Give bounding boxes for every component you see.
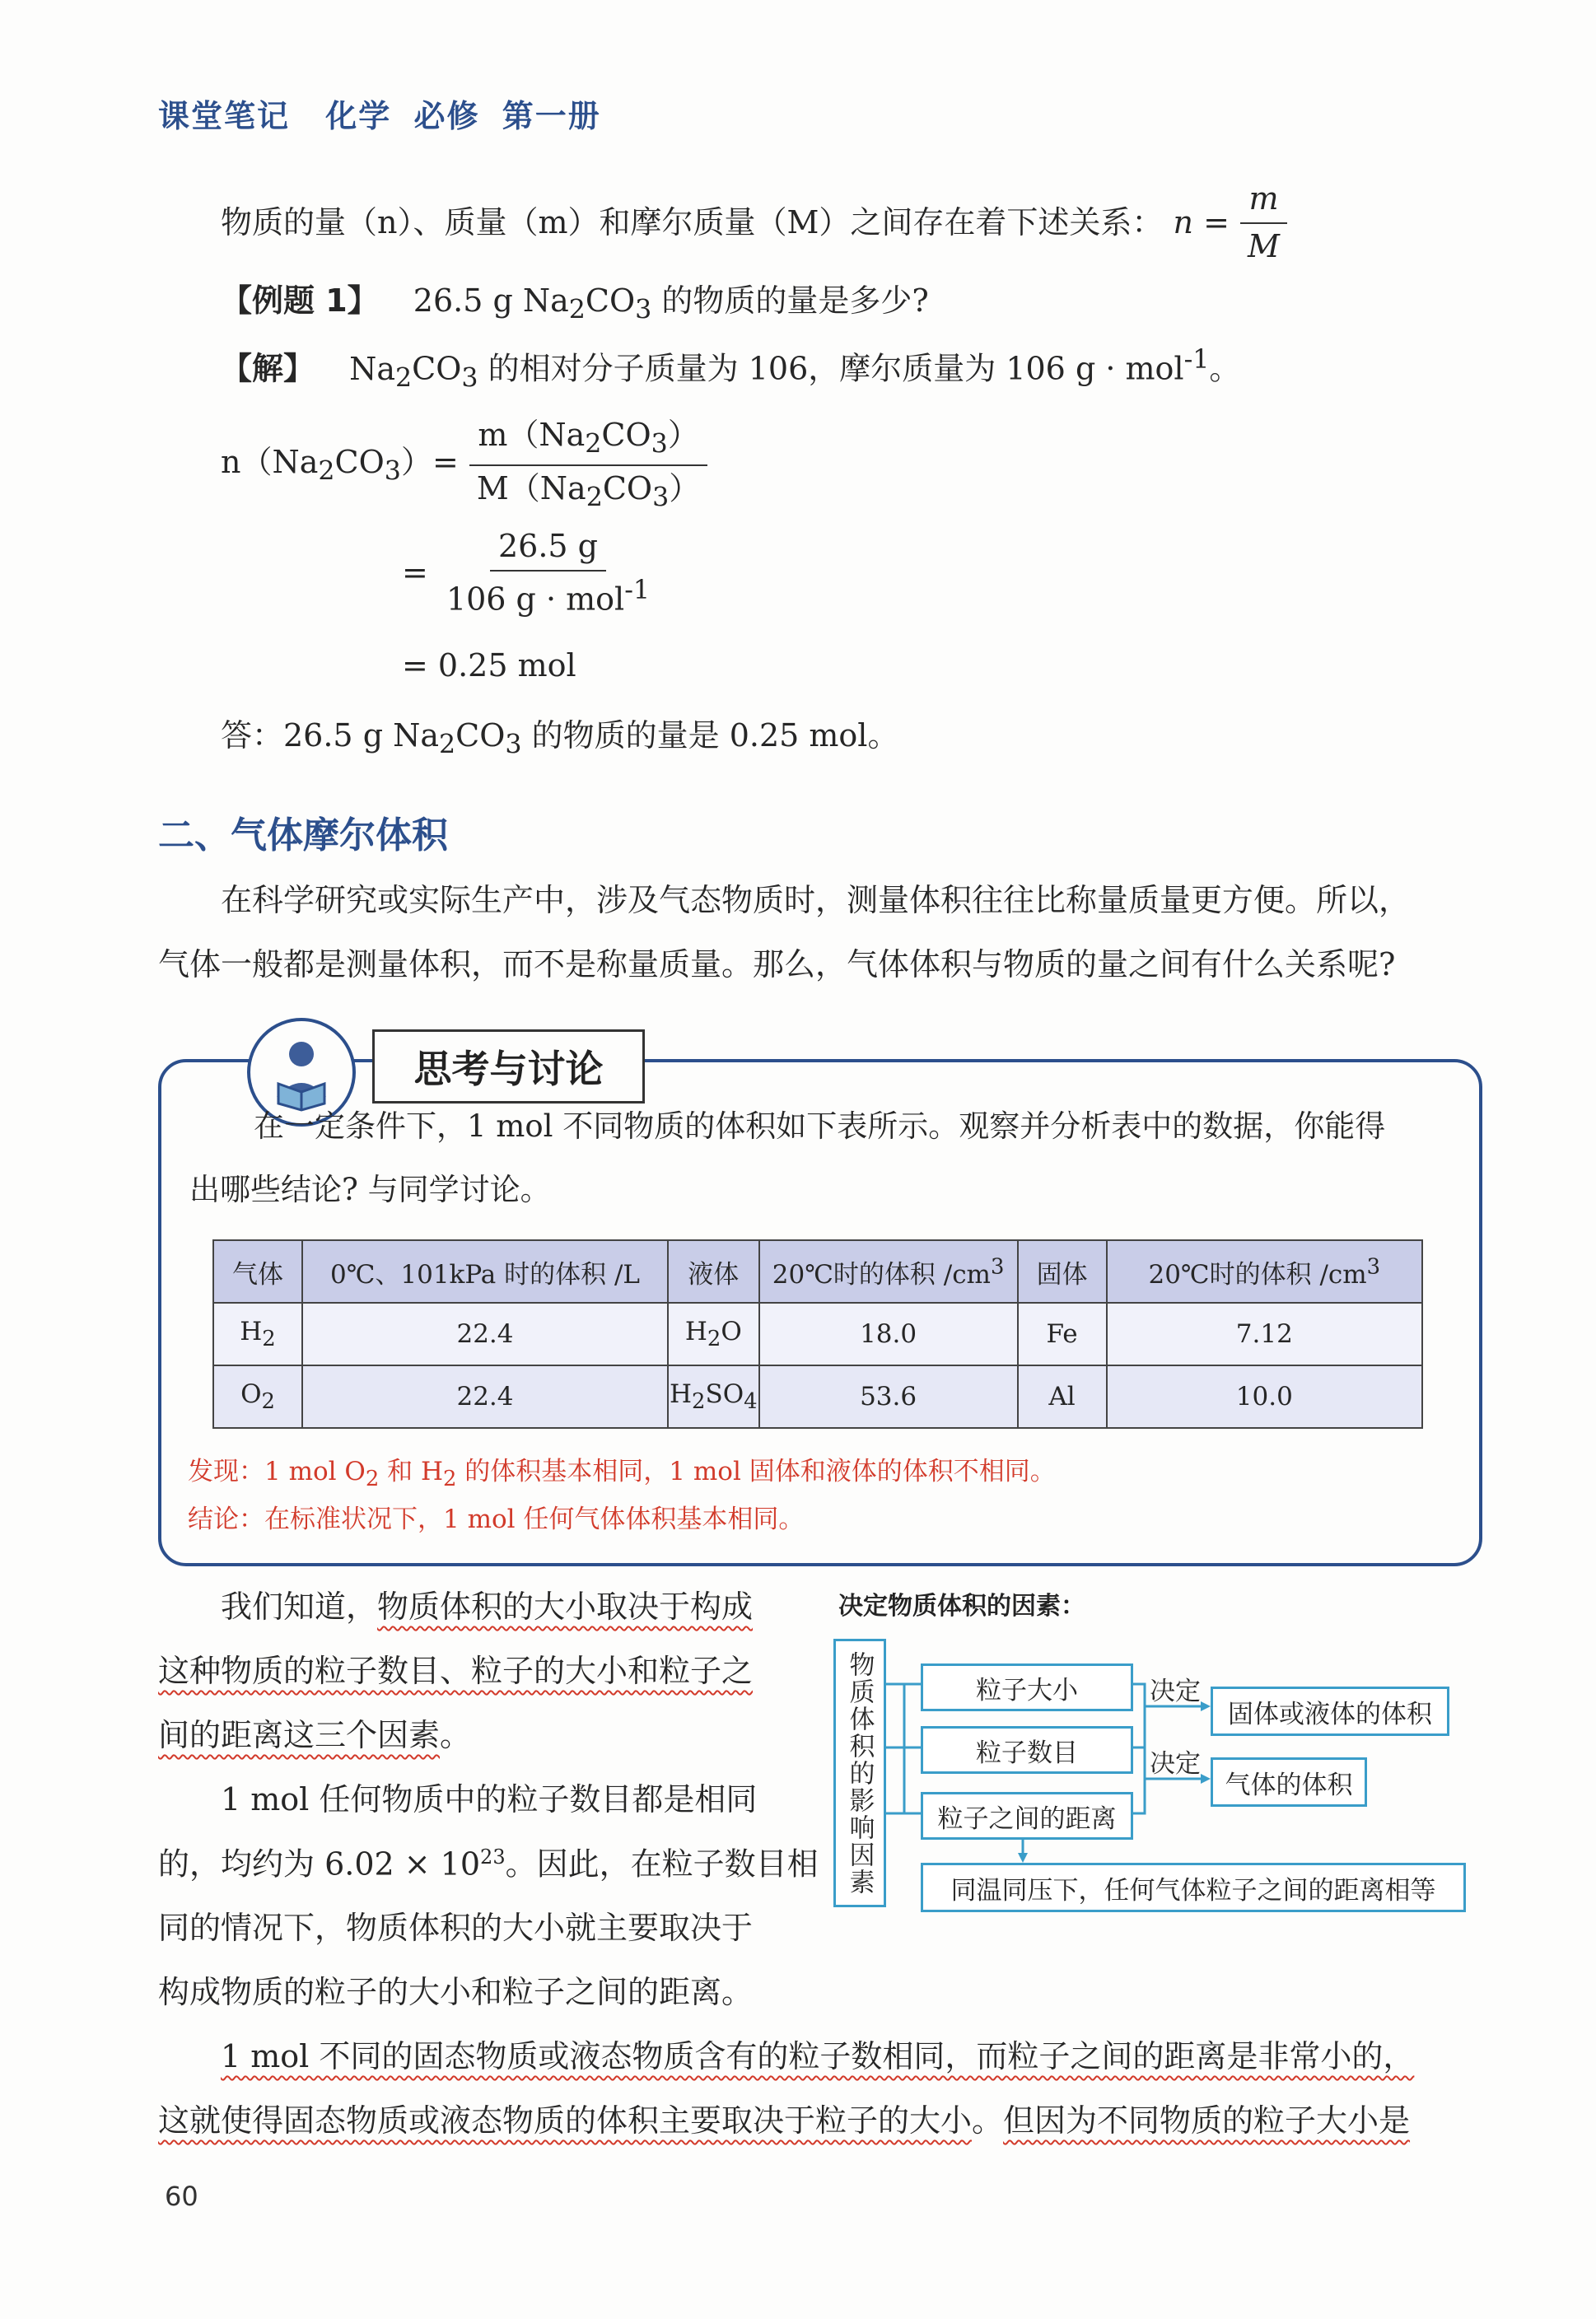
calc-result: = 0.25 mol <box>402 647 576 684</box>
sub: 3 <box>505 730 522 760</box>
th-solid: 固体 <box>1018 1240 1107 1303</box>
book-title: 课堂笔记 <box>158 98 291 134</box>
calc-den2: 106 g · mol <box>446 581 625 618</box>
th-solid-volume <box>1107 1240 1422 1303</box>
cell-text: H <box>684 1316 707 1346</box>
finding-text: 和 H <box>379 1457 444 1486</box>
sub: 3 <box>635 295 652 325</box>
relation-fraction <box>1239 180 1288 266</box>
table-header-row <box>213 1240 1422 1303</box>
body-line7: 构成物质的粒子的大小和粒子之间的距离。 <box>158 1974 754 2010</box>
example-text: 的物质的量是多少? <box>651 282 929 319</box>
body-line1 <box>221 1588 753 1627</box>
solution-tag: 【解】 <box>221 350 315 387</box>
calc-eq: = <box>402 554 428 591</box>
body-line6: 同的情况下，物质体积的大小就主要取决于 <box>158 1910 754 1946</box>
cell-gas-volume: 22.4 <box>302 1365 668 1428</box>
body-line2: 这种物质的粒子数目、粒子的大小和粒子之 <box>158 1653 754 1689</box>
running-header <box>158 91 601 136</box>
th-text: 20℃时的体积 /cm <box>1148 1259 1367 1290</box>
table-row <box>213 1365 1422 1428</box>
th-gas-volume: 0℃、101kPa 时的体积 /L <box>302 1240 668 1303</box>
sup: 23 <box>480 1845 506 1869</box>
body-text-underlined: 这就使得固态物质或液态物质的体积主要取决于粒子的大小 <box>158 2102 973 2139</box>
sub: 2 <box>443 1467 457 1492</box>
cell-liquid-volume: 18.0 <box>759 1303 1018 1365</box>
answer-line <box>221 716 898 762</box>
th-gas: 气体 <box>213 1240 302 1303</box>
discussion-text-line2: 出哪些结论? 与同学讨论。 <box>189 1172 551 1207</box>
page-number: 60 <box>165 2181 198 2212</box>
cell-gas-volume: 22.4 <box>302 1303 668 1365</box>
discussion-text-line1: 在一定条件下，1 mol 不同物质的体积如下表所示。观察并分析表中的数据，你能得 <box>254 1108 1386 1144</box>
relation-numerator: m <box>1240 180 1286 224</box>
example-tag: 【例题 1】 <box>221 282 379 319</box>
solution-text: 。 <box>1209 350 1241 387</box>
calc-num: ） <box>667 417 699 453</box>
calc-step2 <box>402 527 658 619</box>
cell-text: O <box>721 1316 742 1346</box>
th-text: 20℃时的体积 /cm <box>772 1259 991 1290</box>
sub: 2 <box>585 429 602 460</box>
calc-num: m（Na <box>478 417 586 453</box>
sub: 4 <box>744 1389 758 1415</box>
cell-text: H <box>240 1316 263 1346</box>
finding-text: 的体积基本相同，1 mol 固体和液体的体积不相同。 <box>456 1457 1056 1486</box>
relation-denominator: M <box>1248 227 1280 264</box>
gas-volume-box: 气体的体积 <box>1211 1757 1367 1807</box>
cell-solid: Al <box>1018 1365 1107 1428</box>
sub: 2 <box>568 295 586 325</box>
body-text-underlined: 但因为不同物质的粒子大小是 <box>1003 2102 1411 2139</box>
relation-lhs: n = <box>1173 203 1230 240</box>
calc-num: CO <box>601 417 651 453</box>
body-text: 。因此，在粒子数目相 <box>505 1845 819 1883</box>
body-line9 <box>158 2102 1410 2141</box>
sub: 3 <box>651 429 668 460</box>
volume-table <box>212 1239 1423 1429</box>
sub: 2 <box>707 1327 721 1352</box>
calc-step1 <box>221 416 708 515</box>
example-question <box>221 282 929 327</box>
factor-count-box: 粒子数目 <box>921 1726 1133 1774</box>
sub: 3 <box>384 456 401 487</box>
calc-fraction2 <box>438 527 658 619</box>
calc-num2: 26.5 g <box>490 527 606 572</box>
cell-liquid <box>668 1303 759 1365</box>
calc-lhs: CO <box>334 443 385 480</box>
cell-text: SO <box>705 1379 744 1409</box>
sub: 2 <box>262 1327 276 1352</box>
factor-size-box: 粒子大小 <box>921 1663 1133 1711</box>
factor-diagram <box>833 1639 1596 1919</box>
cell-liquid <box>668 1365 759 1428</box>
answer-text: CO <box>455 717 506 754</box>
discussion-title: 思考与讨论 <box>372 1029 645 1104</box>
solution-text: Na <box>349 350 396 387</box>
body-text: 的，均约为 6.02 × 10 <box>158 1845 481 1883</box>
cell-solid-volume: 10.0 <box>1107 1365 1422 1428</box>
th-liquid-volume <box>759 1240 1018 1303</box>
calc-den: ） <box>669 470 701 507</box>
answer-text: 的物质的量是 0.25 mol。 <box>521 717 899 754</box>
body-text-underlined: 物质体积的大小取决于构成 <box>377 1589 754 1625</box>
cell-text: H <box>670 1379 693 1409</box>
cell-solid: Fe <box>1018 1303 1107 1365</box>
diagram-title: 决定物质体积的因素： <box>838 1592 1085 1621</box>
calc-den: CO <box>602 470 653 507</box>
body-line3 <box>158 1716 471 1756</box>
body-text: 。 <box>440 1717 472 1753</box>
section-title: 二、气体摩尔体积 <box>158 814 448 856</box>
sup: 3 <box>990 1254 1005 1280</box>
factor-distance-box: 粒子之间的距离 <box>921 1792 1133 1840</box>
body-text-underlined: 间的距离这三个因素 <box>158 1717 441 1753</box>
sub: 2 <box>586 483 603 513</box>
conclusion-note: 结论：在标准状况下，1 mol 任何气体体积基本相同。 <box>188 1505 805 1534</box>
sub: 2 <box>261 1389 275 1415</box>
diagram-side-text: 物质体积的影响因素 <box>844 1650 875 1896</box>
cell-gas <box>213 1303 302 1365</box>
equal-distance-box: 同温同压下，任何气体粒子之间的距离相等 <box>921 1863 1466 1912</box>
calc-lhs: n（Na <box>221 443 319 480</box>
body-line8: 1 mol 不同的固态物质或液态物质含有的粒子数相同，而粒子之间的距离是非常小的， <box>221 2038 1415 2074</box>
sub: 2 <box>365 1467 380 1492</box>
solution-line <box>221 344 1240 395</box>
table-row <box>213 1303 1422 1365</box>
sup: -1 <box>1183 345 1210 375</box>
level: 必修 <box>413 98 480 134</box>
sub: 3 <box>652 483 670 513</box>
section-paragraph-line2: 气体一般都是测量体积，而不是称量质量。那么，气体体积与物质的量之间有什么关系呢? <box>158 946 1396 982</box>
example-text: CO <box>585 282 636 319</box>
volume: 第一册 <box>502 98 601 134</box>
decide-label-1: 决定 <box>1150 1677 1201 1706</box>
calc-lhs: ）= <box>400 443 459 480</box>
cell-gas <box>213 1365 302 1428</box>
sub: 3 <box>461 363 478 394</box>
section-paragraph-line1: 在科学研究或实际生产中，涉及气态物质时，测量体积往往比称量质量更方便。所以， <box>221 882 1411 918</box>
example-text: 26.5 g Na <box>413 282 569 319</box>
body-text: 我们知道， <box>221 1589 378 1625</box>
calc-fraction1 <box>469 416 708 515</box>
relation-line <box>221 180 1288 266</box>
cell-text: O <box>240 1379 262 1409</box>
sup: -1 <box>624 575 651 605</box>
answer-text: 答：26.5 g Na <box>221 717 439 754</box>
th-liquid: 液体 <box>668 1240 759 1303</box>
solid-liquid-volume-box: 固体或液体的体积 <box>1211 1687 1449 1736</box>
body-line5 <box>158 1845 819 1884</box>
cell-solid-volume: 7.12 <box>1107 1303 1422 1365</box>
body-line4: 1 mol 任何物质中的粒子数目都是相同 <box>221 1781 758 1817</box>
finding-note <box>188 1456 1056 1492</box>
finding-text: 发现：1 mol O <box>188 1457 366 1486</box>
cell-liquid-volume: 53.6 <box>759 1365 1018 1428</box>
sub: 2 <box>395 363 413 394</box>
sup: 3 <box>1366 1254 1381 1280</box>
sub: 2 <box>318 456 335 487</box>
relation-text: 物质的量（n）、质量（m）和摩尔质量（M）之间存在着下述关系： <box>221 203 1164 240</box>
calc-den: M（Na <box>476 470 586 507</box>
sub: 2 <box>439 730 456 760</box>
decide-label-2: 决定 <box>1150 1749 1201 1779</box>
sub: 2 <box>692 1389 706 1415</box>
body-text: 。 <box>972 2102 1004 2139</box>
solution-text: CO <box>412 350 462 387</box>
solution-text: 的相对分子质量为 106，摩尔质量为 106 g · mol <box>478 350 1184 387</box>
subject: 化学 <box>325 98 392 134</box>
